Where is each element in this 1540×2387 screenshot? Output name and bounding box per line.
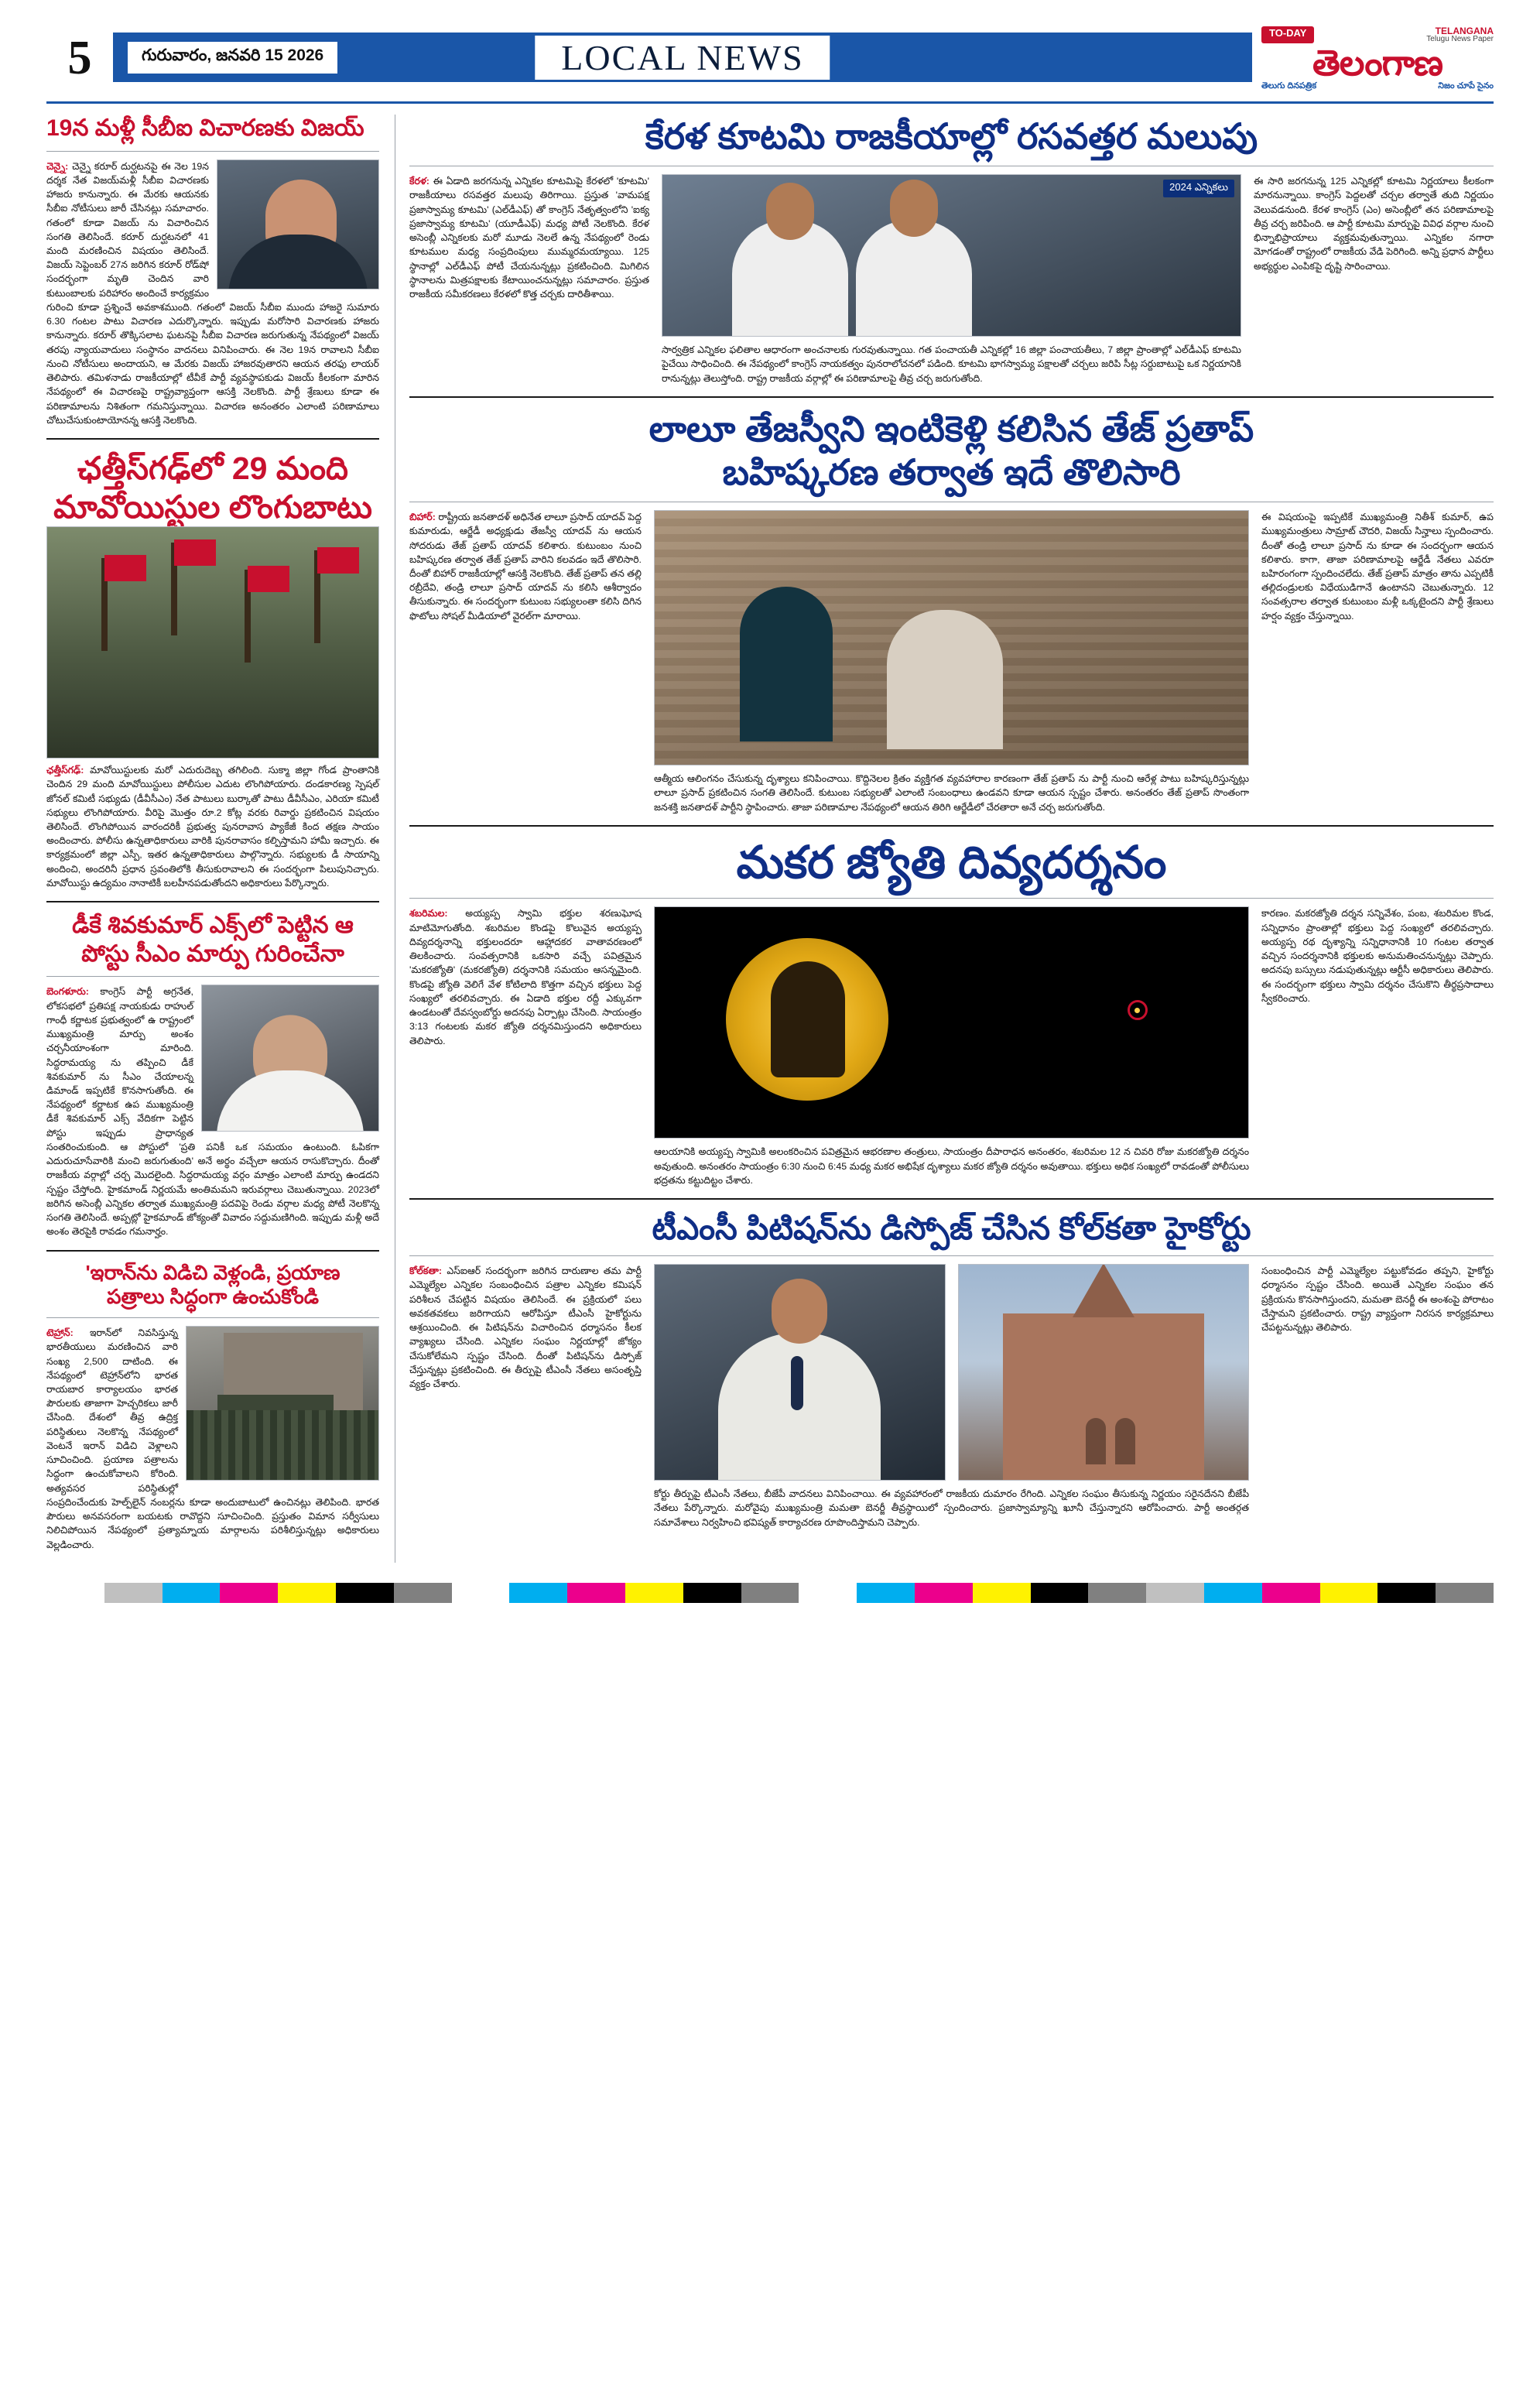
- story-dk-headline-1: డీకే శివకుమార్ ఎక్స్‌లో పెట్టిన ఆ: [72, 913, 354, 939]
- color-swatch: [625, 1583, 683, 1603]
- color-swatch: [567, 1583, 625, 1603]
- lalu-family-photo: [654, 510, 1249, 765]
- story-dk: [46, 912, 379, 1238]
- dk-shivakumar-photo: [201, 985, 379, 1132]
- story-dk-dateline: బెంగళూరు:: [46, 986, 89, 998]
- page-number: 5: [67, 32, 92, 84]
- logo-wordmark: తెలంగాణ: [1312, 43, 1443, 83]
- story-maoist: [46, 449, 379, 890]
- story-kerala-col2: సార్వత్రిక ఎన్నికల ఫలితాల ఆధారంగా అంచనాలకు గురవుతున్నాయి. గత పంచాయతీ ఎన్నికల్లో 16 జిల్లా పంచాయతీలు, 7 జిల్లా ప్రాంతాల్లో ఎల్‌డీఎఫ్ కూటమి పైచేయి సాధించింది. ఈ నేపథ్యంలో కాంగ్రెస్ నాయకత్వం పునరాలోచనలో పడింది. కూటమి భాగస్వామ్య పక్షాలతో చర్చలు జరిపి సీట్ల సర్దుబాటుపై ఒక నిర్ణయానికి రానున్నట్లు తెలుస్తోంది. రాష్ట్ర రాజకీయ వర్గాల్లో ఈ పరిణామాలపై తీవ్ర చర్చ జరుగుతోంది.: [662, 344, 1241, 384]
- story-iran-headline-2: పత్రాలు సిద్ధంగా ఉంచుకోండి: [106, 1285, 319, 1309]
- color-swatch: [1204, 1583, 1262, 1603]
- color-swatch: [799, 1583, 857, 1603]
- story-ayyappa-columns: [409, 906, 1494, 1187]
- story-kerala: [409, 115, 1494, 385]
- story-kolkata-headline: టీఎంసీ పిటిషన్‌ను డిస్పోజ్ చేసిన కోల్‌కతా హైకోర్టు: [652, 1211, 1251, 1247]
- story-ayyappa-col1-text: అయ్యప్ప స్వామి భక్తుల శరణుఘోష మాటిమోగుతోంది. శబరిమల కొండపై కొలువైన అయ్యప్ప దివ్యదర్శనాన్ని భక్తులందరూ ఆహ్లాదకర వాతావరణంలో తిలకించారు. సంవత్సరానికి ఒకసారి వచ్చే పవిత్రమైన 'మకరజ్యోతి' (మకరజ్యోతి) దర్శనానికి సమయం ఆసన్నమైంది. కొండపై జ్యోతి వెలిగే వేళ కోటిలాది కొత్తగా వచ్చిన భక్తులు పెద్ద సంఖ్యలో తరలివచ్చారు. ఈ ఏడాది భక్తుల రద్దీ ఎక్కువగా ఉండటంతో దేవస్వంబోర్డు అదనపు ఏర్పాట్లు చేసింది. సాయంత్రం 3:13 గంటలకు మకర జ్యోతి దర్శనమిస్తుందని అధికారులు తెలిపారు.: [409, 908, 642, 1046]
- iran-photo: [186, 1326, 379, 1481]
- story-iran-dateline: టెహ్రాన్:: [46, 1327, 74, 1339]
- color-swatch: [1031, 1583, 1089, 1603]
- color-swatch: [1088, 1583, 1146, 1603]
- color-swatch: [220, 1583, 278, 1603]
- story-ayyappa-dateline: శబరిమల:: [409, 908, 448, 920]
- story-maoist-headline-1: ఛత్తీస్‌గఢ్‌లో 29 మంది: [77, 450, 348, 487]
- story-kolkata: [409, 1209, 1494, 1529]
- story-maoist-headline-2: మావోయిస్టుల లొంగుబాటు: [53, 489, 372, 526]
- color-swatch: [278, 1583, 336, 1603]
- top-section: [46, 115, 1494, 1563]
- color-swatch: [46, 1583, 104, 1603]
- story-lalu-headline-1: లాలూ తేజస్వీని ఇంటికెళ్లి కలిసిన తేజ్ ప్రతాప్: [649, 408, 1254, 449]
- story-lalu-col1-text: రాష్ట్రీయ జనతాదళ్ అధినేత లాలూ ప్రసాద్ యాదవ్ పెద్ద కుమారుడు, ఆర్జేడీ అధ్యక్షుడు తేజస్వీ యాదవ్ ను ఆయన సోదరుడు తేజ్ ప్రతాప్ యాదవ్ కలిశారు. కుటుంబం నుంచి బహిష్కరణ తర్వాత తేజ్ ప్రతాప్ వారిని కలవడం ఇదే తొలిసారి. దీంతో బిహార్ రాజకీయాల్లో ఆసక్తి నెలకొంది. తేజ్ ప్రతాప్ తన తల్లి రబ్రీదేవి, తండ్రి లాలూ ప్రసాద్ యాదవ్ ను కలిసి ఆశీర్వాదం తీసుకున్నారు. ఈ సందర్భంగా కుటుంబ సభ్యులంతా కలిసి దిగిన ఫొటోలు సోషల్ మీడియాలో వైరల్‌గా మారాయి.: [409, 512, 642, 622]
- newspaper-logo: [1261, 19, 1494, 98]
- story-kerala-col1-text: ఈ ఏడాది జరగనున్న ఎన్నికల కూటమిపై కేరళలో 'కూటమి' రాజకీయాలు రసవత్తర మలుపు తిరిగాయి. ప్రస్తుత 'వామపక్ష ప్రజాస్వామ్య కూటమి' (ఎల్‌డీఎఫ్) తో కాంగ్రెస్ నేతృత్వంలోని 'ఐక్య ప్రజాస్వామ్య కూటమి' (యూడీఎఫ్) మధ్య పోటీ నెలకొంది. కేరళ అసెంబ్లీ ఎన్నికలకు మరో మూడు నెలలే ఉన్న నేపథ్యంలో రెండు కూటముల మధ్య సంప్రదింపులు ముమ్మరమయ్యాయి. 125 స్థానాల్లో ఎల్‌డీఎఫ్ పోటీ చేయనున్నట్లు ప్రకటించింది. మిగిలిన స్థానాలను మిత్రపక్షాలకు కేటాయించనున్నట్లు సమాచారం. ప్రస్తుత రాజకీయ సమీకరణలు కేరళలో కొత్త చర్చకు దారితీశాయి.: [409, 176, 649, 300]
- story-kolkata-col2: కోర్టు తీర్పుపై టీఎంసీ నేతలు, బీజేపీ వాదనలు వినిపించాయి. ఈ వ్యవహారంలో రాజకీయ దుమారం రేగింది. ఎన్నికల సంఘం తీసుకున్న నిర్ణయం సరైనదేనని బీజేపీ నేతలు పేర్కొన్నారు. మరోవైపు ముఖ్యమంత్రి మమతా బెనర్జీ తీవ్రస్థాయిలో స్పందించారు. ప్రజాస్వామ్యాన్ని ఖూనీ చేస్తున్నారని ఆరోపించారు. పార్టీ అంతర్గత సమావేశాలు నిర్వహించి భవిష్యత్ కార్యాచరణ రూపొందిస్తామని చెప్పారు.: [654, 1488, 1249, 1528]
- story-kolkata-col1: [409, 1264, 642, 1391]
- publication-date: గురువారం, జనవరి 15 2026: [127, 41, 338, 74]
- story-dk-text: కాంగ్రెస్ పార్టీ అగ్రనేత, లోకసభలో ప్రతిపక్ష నాయకుడు రాహుల్ గాంధీ కర్ణాటక ప్రభుత్వంలో ఉ రాష్ట్రంలో ముఖ్యమంత్రి మార్పు అంశం చర్చనీయాంశంగా మారింది. సిద్ధరామయ్య ను తప్పించి డీకే శివకుమార్ ను సీఎం చేయాలన్న డిమాండ్ ఇప్పటికే కొనసాగుతోంది. ఈ నేపథ్యంలో కర్ణాటక ఉప ముఖ్యమంత్రి డీకే శివకుమార్ ఎక్స్ వేదికగా పెట్టిన పోస్టు ఇప్పుడు ప్రాధాన్యత సంతరించుకుంది. ఆ పోస్టులో 'ప్రతి పనికీ ఒక సమయం ఉంటుంది. ఓపికగా ఎదురుచూసేవారికి మంచి జరుగుతుంది' అనే అర్థం వచ్చేలా ఆయన రాసుకొచ్చారు. దీంతో రాజకీయ వర్గాల్లో చర్చ మొదలైంది. సిద్ధరామయ్య వర్గం మాత్రం ఎలాంటి మార్పు ఉండదని స్పష్టం చేస్తోంది. హైకమాండ్ నిర్ణయమే అంతిమమని ఇరువర్గాలు చెబుతున్నాయి. 2023లో జరిగిన అసెంబ్లీ ఎన్నికల తర్వాత ముఖ్యమంత్రి పదవిపై రెండు వర్గాల మధ్య పోటీ నెలకొన్న సంగతి తెలిసిందే. అప్పట్లో హైకమాండ్ జోక్యంతో వివాదం సద్దుమణిగింది. ఇప్పుడు మళ్లీ అదే అంశం తెరపైకి రావడం గమనార్హం.: [46, 986, 379, 1238]
- story-lalu-col1: [409, 510, 642, 623]
- story-vijay-headline: 19న మళ్లీ సీబీఐ విచారణకు విజయ్: [46, 115, 364, 141]
- story-kerala-headline: కేరళ కూటమి రాజకీయాల్లో రసవత్తర మలుపు: [645, 116, 1258, 156]
- logo-state: [1426, 26, 1494, 43]
- story-vijay: [46, 115, 379, 427]
- story-maoist-body: [46, 763, 379, 890]
- masthead: [46, 19, 1494, 104]
- story-lalu-columns: [409, 510, 1494, 814]
- color-swatch: [1262, 1583, 1320, 1603]
- color-swatch: [1146, 1583, 1204, 1603]
- story-lalu-col2: ఆత్మీయ ఆలింగనం చేసుకున్న దృశ్యాలు కనిపించాయి. కొద్దినెలల క్రితం వ్యక్తిగత వ్యవహారాల కారణంగా తేజ్ ప్రతాప్ ను పార్టీ నుంచి ఆరేళ్ల పాటు బహిష్కరిస్తున్నట్లు లాలూ ప్రసాద్ ప్రకటించిన సంగతి తెలిసిందే. కుటుంబ సభ్యులతో ఎలాంటి సంబంధాలు ఉండవని కూడా ఆయన స్పష్టం చేశారు. అనంతరం తేజ్ ప్రతాప్ సొంతంగా జనశక్తి జనతాదళ్ పార్టీని స్థాపించారు. తాజా పరిణామాల నేపథ్యంలో ఆయన తిరిగి ఆర్జేడీలో చేరతారా అనే చర్చ జరుగుతోంది.: [654, 773, 1249, 813]
- story-lalu-col3: ఈ విషయంపై ఇప్పటికే ముఖ్యమంత్రి నితీశ్ కుమార్, ఉప ముఖ్యమంత్రులు సామ్రాట్ చౌదరి, విజయ్ సిన్హాలు స్పందించారు. దీంతో తండ్రి లాలూ ప్రసాద్ ను కూడా ఈ సందర్భంగా ఆయన కలిశారు. కాగా, తాజా పరిణామాలపై ఆర్జేడీ నేతలు ఎవరూ బహిరంగంగా స్పందించలేదు. తేజ్ ప్రతాప్ మాత్రం తాను ఎప్పటికీ తల్లిదండ్రులకు విధేయుడిగానే ఉంటానని చెబుతున్నారు. 12 సంవత్సరాల తర్వాత కుటుంబం మళ్లీ ఒక్కటైందని పార్టీ శ్రేణులు హర్షం వ్యక్తం చేస్తున్నాయి.: [1261, 512, 1494, 622]
- story-lalu-headline-2: బహిష్కరణ తర్వాత ఇదే తొలిసారి: [722, 451, 1181, 492]
- print-registration-bar-wrap: [46, 1583, 1494, 1620]
- color-swatch: [104, 1583, 163, 1603]
- print-registration-bar: [46, 1583, 1494, 1603]
- story-ayyappa-col1: [409, 906, 642, 1047]
- color-swatch: [336, 1583, 394, 1603]
- maoist-photo: [46, 526, 379, 759]
- story-iran-headline-1: 'ఇరాన్‌ను విడిచి వెళ్లండి, ప్రయాణ: [85, 1260, 341, 1284]
- story-kolkata-dateline: కోల్‌కతా:: [409, 1265, 443, 1277]
- story-kerala-col3: ఈ సారి జరగనున్న 125 ఎన్నికల్లో కూటమి నిర్ణయాలు కీలకంగా మారనున్నాయి. కాంగ్రెస్ పెద్దలతో చర్చల తర్వాతే తుది నిర్ణయం వెలువడనుంది. కేరళ కాంగ్రెస్ (ఎం) అసెంబ్లీలో తన పరిణామాలపై తీవ్ర చర్చ జరిపింది. ఆ పార్టీ కూటమి మార్పుపై వివిధ వర్గాల నుంచి భిన్నాభిప్రాయాలు వ్యక్తమవుతున్నాయి. ఎన్నికల నగారా మోగడంతో రాష్ట్రంలో రాజకీయ వేడి పెరిగింది. అన్ని ప్రధాన పార్టీలు అభ్యర్థుల ఎంపికపై దృష్టి సారించాయి.: [1254, 176, 1494, 272]
- color-swatch: [509, 1583, 567, 1603]
- logo-state-sub: Telugu News Paper: [1426, 35, 1494, 43]
- kolkata-high-court-photo: [958, 1264, 1250, 1481]
- story-maoist-dateline: ఛత్తీస్‌గఢ్:: [46, 765, 84, 776]
- logo-state-name: TELANGANA: [1435, 26, 1494, 36]
- vijay-photo: [217, 159, 379, 289]
- story-kolkata-columns: [409, 1264, 1494, 1481]
- logo-tagline-left: తెలుగు దినపత్రిక: [1261, 81, 1317, 91]
- color-swatch: [683, 1583, 741, 1603]
- photo-banner-text: 2024 ఎన్నికలు: [1163, 180, 1234, 197]
- story-lalu-dateline: బిహార్:: [409, 512, 436, 523]
- story-lalu: [409, 407, 1494, 814]
- story-kerala-columns: [409, 174, 1494, 385]
- color-swatch: [741, 1583, 799, 1603]
- mamata-banerjee-photo: [654, 1264, 946, 1481]
- story-vijay-text: చెన్నై కరూర్ దుర్ఘటనపై ఈ నెల 19న దర్శక నేత విజయ్‌మళ్లీ సీబీఐ విచారణకు హాజరు కానున్నారు. ఈ మేరకు ఆయనకు సీబీఐ నోటీసులు జారీ చేసినట్లు సమాచారం. గతంలో కూడా విజయ్ ను విచారించిన సంగతి తెలిసిందే. కరూర్ దుర్ఘటనలో 41 మంది మరణించిన విషయం తెలిసిందే. విజయ్ సెప్టెంబర్ 27న జరిగిన కరూర్ రోడ్‌షో సందర్భంగా మృతి చెందిన వారి కుటుంబాలకు పరిహారం అందించే కార్యక్రమం గురించి కూడా ప్రశ్నించే అవకాశముంది. గతంలో విజయ్ సీబీఐ ముందు హాజరై సుమారు 6.30 గంటల పాటు విచారణ ఎదుర్కొన్నారు. ఇప్పుడు మరోసారి విచారణకు హాజరు కానున్నారు. కరూర్ తొక్కిసలాట ఘటనపై సీబీఐ విచారణ జరుగుతున్న నేపథ్యంలో విజయ్ తరపు న్యాయవాదులు సంస్థానం వాదనలు వినిపించారు. ఈ నెల 19న రావాలని సీబీఐ నుంచి నోటీసులు అందాయని, ఆ మేరకు విజయ్ హాజరవుతారని ఆయన తరఫు లాయర్ తెలిపారు. తమిళనాడు రాజకీయాల్లో టీవీకే పార్టీ వ్యవస్థాపకుడు విజయ్ కీలకంగా మారిన నేపథ్యంలో ఈ విచారణపై రాష్ట్రవ్యాప్తంగా ఆసక్తి నెలకొంది. పార్టీ శ్రేణులు కూడా ఈ పరిణామాలను నిశితంగా గమనిస్తున్నాయి. విచారణ అనంతరం ఎలాంటి పరిణామాలు చోటుచేసుకుంటాయోనన్న ఆసక్తి నెలకొంది.: [46, 160, 379, 426]
- color-swatch: [857, 1583, 915, 1603]
- left-column: [46, 115, 379, 1563]
- color-swatch: [452, 1583, 510, 1603]
- story-kerala-col1: [409, 174, 649, 301]
- color-swatch: [163, 1583, 221, 1603]
- logo-today-badge: TO-DAY: [1261, 26, 1314, 43]
- masthead-bar: [113, 33, 1252, 82]
- story-dk-headline-2: పోస్టు సీఎం మార్పు గురించేనా: [81, 940, 344, 967]
- color-swatch: [915, 1583, 973, 1603]
- color-swatch: [1436, 1583, 1494, 1603]
- story-kolkata-col1-text: ఎస్‌ఐఆర్ సందర్భంగా జరిగిన దారుణాల తమ పార్టీ ఎమ్మెల్యేల ఎన్నికల సంబంధించిన పత్రాల ఎన్నికల కమిషన్ పరిశీలన చేపట్టిన విషయం తెలిసిందే. ఈ ప్రక్రియలో పలు అవకతవకలు జరిగాయని ఆరోపిస్తూ టీఎంసీ హైకోర్టును ఆశ్రయించింది. ఈ పిటిషన్‌ను విచారించిన ధర్మాసనం కీలక వ్యాఖ్యలు చేసింది. ఎన్నికల సంఘం నిర్ణయాల్లో జోక్యం చేసుకోలేమని స్పష్టం చేసింది. దీంతో పిటిషన్‌ను డిస్పోజ్ చేస్తున్నట్లు ప్రకటించింది. ఈ తీర్పుపై టీఎంసీ నేతలు అసంతృప్తి వ్యక్తం చేశారు.: [409, 1265, 642, 1390]
- color-swatch: [1377, 1583, 1436, 1603]
- color-swatch: [394, 1583, 452, 1603]
- story-ayyappa-col2: ఆలయానికి అయ్యప్ప స్వామికి అలంకరించిన పవిత్రమైన ఆభరణాల తంత్రులు, సాయంత్రం దీపారాధన అనంతరం, శబరిమల 12 న చివరి రోజు మకరజ్యోతి దర్శనం అవుతుంది. అనంతరం సాయంత్రం 6:30 నుంచి 6:45 మధ్య మకర అభిషేక దృశ్యాలు మకర జ్యోతి దర్శనం అవుతాయి. భక్తులు అధిక సంఖ్యలో రావడంతో పోలీసులు భద్రతను కట్టుదిట్టం చేశారు.: [654, 1146, 1249, 1186]
- story-maoist-text: మావోయిస్టులకు మరో ఎదురుదెబ్బ తగిలింది. సుక్మా జిల్లా గోండ ప్రాంతానికి చెందిన 29 మంది మావోయిస్టులు పోలీసుల ఎదుట లొంగిపోయారు. దండకారణ్య స్పెషల్ జోనల్ కమిటీ సభ్యుడు (డీవీసీఎం) నేత పాటులు బుర్కాతో పాటు డీవీసీఎం, ఎరియా కమిటీ సభ్యులు లొంగిపోయారు. వీరిపై మొత్తం రూ.2 కోట్ల వరకు రివార్డు ప్రకటించిన విషయం తెలిసిందే. లొంగిపోయిన వారందరికీ ప్రభుత్వ పునరావాస ప్యాకేజీ కింద తక్షణ సాయం అందించారు. పోలీసు ఉన్నతాధికారులు వారికి పునరావాసం కల్పిస్తామని హామీ ఇచ్చారు. ఈ కార్యక్రమంలో జిల్లా ఎస్పీ, ఇతర ఉన్నతాధికారులు పాల్గొన్నారు. సభ్యులకు డీ సాయాన్ని అందించి, అందరినీ ప్రధాన స్రవంతిలోకి తీసుకురావాలని ఈ సందర్భంగా పిలుపునిచ్చారు. మావోయిస్టు ఉద్యమం నానాటికీ బలహీనపడుతోందని అధికారులు పేర్కొన్నారు.: [46, 765, 379, 889]
- story-iran: [46, 1261, 379, 1552]
- story-ayyappa-headline: మకర జ్యోతి దివ్యదర్శనం: [736, 837, 1167, 888]
- story-kerala-dateline: కేరళ:: [409, 176, 429, 187]
- ayyappa-makara-jyothi-photo: [654, 906, 1249, 1139]
- section-title: LOCAL NEWS: [535, 36, 830, 80]
- story-ayyappa-col3: కారణం. మకరజ్యోతి దర్శన సన్నివేశం, పంబ, శబరిమల కొండ, సన్నిధానం ప్రాంతాల్లో భక్తులు పెద్ద సంఖ్యలో తరలివచ్చారు. అయ్యప్ప రథ దృశ్యాన్ని సన్నిధానానికి 10 గంటల తర్వాత వచ్చిన సందర్శనానికి భక్తులకు అనుమతించనున్నట్లు చెప్పారు. అదనపు బస్సులు నడుపుతున్నట్లు ఆర్టీసీ అధికారులు తెలిపారు. ఈ సందర్భంగా భక్తులు స్వామి దర్శనం చేసుకొని తీర్థప్రసాదాలు స్వీకరించారు.: [1261, 908, 1494, 1004]
- story-iran-text: ఇరాన్‌లో నివసిస్తున్న భారతీయులు మరణించిన వారి సంఖ్య 2,500 దాటింది. ఈ నేపథ్యంలో టెహ్రాన్‌లోని భారత రాయబార కార్యాలయం భారత పౌరులకు తాజాగా హెచ్చరికలు జారీ చేసింది. దేశంలో తీవ్ర ఉద్రిక్త పరిస్థితులు నెలకొన్న నేపథ్యంలో వెంటనే ఇరాన్ విడిచి వెళ్లాలని సూచించింది. ప్రయాణ పత్రాలను సిద్ధంగా ఉంచుకోవాలని కోరింది. అత్యవసర పరిస్థితుల్లో సంప్రదించేందుకు హెల్ప్‌లైన్ నంబర్లను కూడా అందుబాటులో ఉంచినట్లు తెలిపింది. భారత పౌరులు అనవసరంగా బయటకు రావొద్దని సూచించింది. ప్రస్తుతం విమాన సర్వీసులు నిలిచిపోయిన నేపథ్యంలో ప్రత్యామ్నాయ మార్గాలను పరిశీలిస్తున్నట్లు అధికారులు వెల్లడించారు.: [46, 1327, 379, 1550]
- color-swatch: [973, 1583, 1031, 1603]
- kerala-leaders-photo: [662, 174, 1241, 337]
- color-swatch: [1320, 1583, 1378, 1603]
- right-column: [395, 115, 1494, 1563]
- story-ayyappa: [409, 836, 1494, 1187]
- logo-tagline-right: నిజం చూపే సైనం: [1438, 81, 1494, 91]
- story-kolkata-col3: సంబంధించిన పార్టీ ఎమ్మెల్యేల పట్టుకోవడం తప్పని, హైకోర్టు ధర్మాసనం స్పష్టం చేసింది. అయితే ఎన్నికల సంఘం తన ప్రక్రియను కొనసాగిస్తుందని, మమతా బెనర్జీ ఈ అంశంపై పోరాటం చేస్తామని ప్రకటించారు. రాష్ట్ర వ్యాప్తంగా నిరసన కార్యక్రమాలు చేపట్టనున్నట్లు తెలిపారు.: [1261, 1265, 1494, 1334]
- story-vijay-dateline: చెన్నై:: [46, 160, 69, 172]
